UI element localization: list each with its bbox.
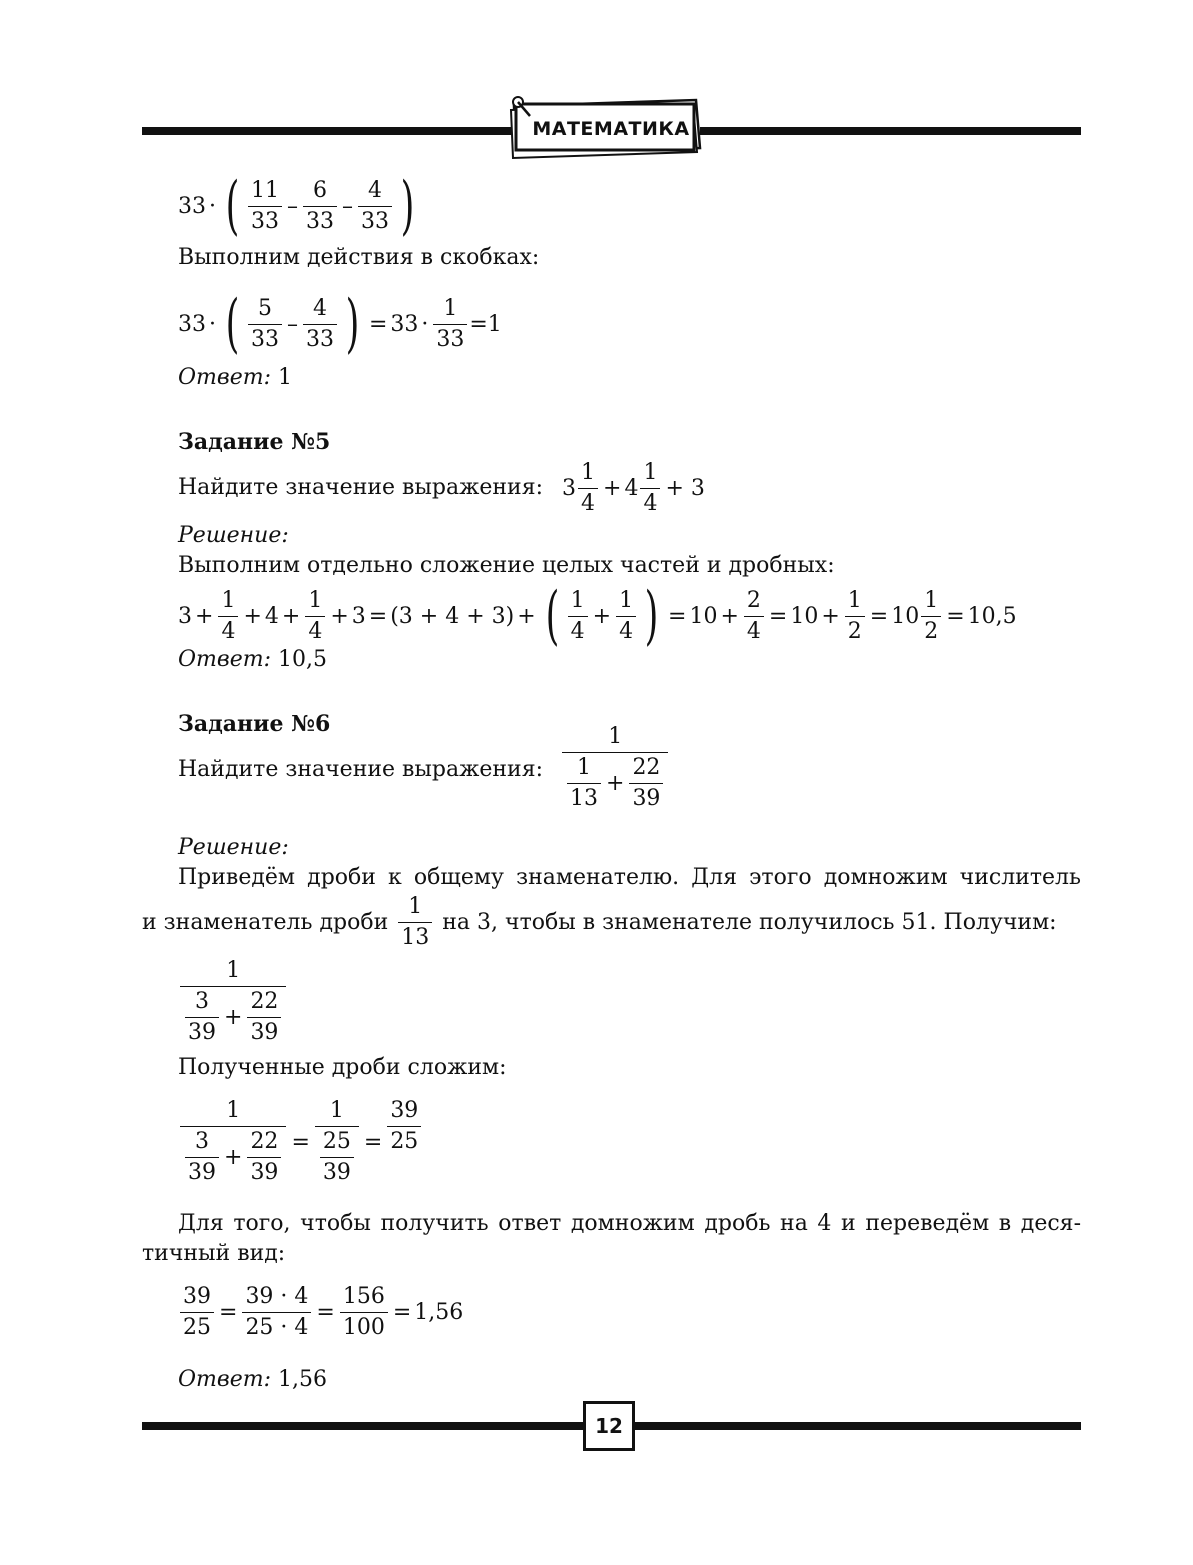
- task5-chain: 3 + $\frac{1}{4}$ + 4 + $\frac{1}{4}$ + 3 = ( 3 + 4 + 3 ) + ( $\frac{1}{4}$ + $\frac{1}{4}$ ) = 10 + $\frac{2}{4}$ = 10 + $\frac{1}{2}$ = 10 $\frac{1}{2}$ = 10,5: [178, 579, 1017, 653]
- minus-operator: –: [341, 193, 353, 219]
- fraction: $\frac{6}{33}$: [303, 178, 337, 235]
- answer1: Ответ: 1: [178, 365, 292, 390]
- top-expression: [178, 169, 421, 243]
- task5-answer: Ответ: 10,5: [178, 647, 327, 672]
- task6-para1-line2: и знаменатель дроби $\frac{1}{13}$ на 3, чтобы в знаменателе получилось 51. Получим:: [142, 894, 1057, 950]
- task6-fraction-step: 1 $\frac{3}{39}$ + $\frac{22}{39}$: [178, 958, 288, 1046]
- left-paren: (: [225, 169, 240, 243]
- task6-sum-text: Полученные дроби сложим:: [178, 1055, 507, 1080]
- task6-solution-label: Решение:: [178, 835, 289, 860]
- task5-solution-label: Решение:: [178, 523, 289, 548]
- task5-expression: 3 $\frac{1}{4}$ + 4 $\frac{1}{4}$ + 3: [562, 460, 705, 516]
- task5-title: Задание №5: [178, 429, 331, 455]
- task6-sum-chain: 1 $\frac{3}{39}$ + $\frac{22}{39}$ = $\frac{1}{\frac{25}{39}}$ = $\frac{39}{25}$: [178, 1098, 423, 1186]
- task5-solution-text: Выполним отдельно сложение целых частей и дробных:: [178, 553, 835, 578]
- task5-prompt: Найдите значение выражения:: [178, 475, 544, 500]
- right-paren: ): [400, 169, 415, 243]
- header-subject: МАТЕМАТИКА: [532, 118, 690, 140]
- task6-para2-line1: Для того, чтобы получить ответ домножим дробь на 4 и переведём в деся-: [178, 1211, 1081, 1236]
- header-rule-left: [142, 127, 512, 135]
- task6-para1-line1: Приведём дроби к общему знаменателю. Для этого домножим числитель: [178, 865, 1081, 890]
- header-rule-right: [700, 127, 1081, 135]
- task6-final-chain: $\frac{39}{25}$ = $\frac{39 \cdot 4}{25 \cdot 4}$ = $\frac{156}{100}$ = 1,56: [178, 1284, 463, 1341]
- page-number: 12: [583, 1401, 635, 1451]
- fraction: $\frac{4}{33}$: [358, 178, 392, 235]
- step1-text: Выполним действия в скобках:: [178, 245, 540, 270]
- task6-title: Задание №6: [178, 711, 331, 737]
- fraction: $\frac{11}{33}$: [248, 178, 282, 235]
- task6-answer: Ответ: 1,56: [178, 1367, 327, 1392]
- dot-operator: ·: [209, 193, 216, 219]
- step1-expression: 33 · ( $\frac{5}{33}$ – $\frac{4}{33}$ ) = 33 · $\frac{1}{33}$ =1: [178, 287, 502, 361]
- minus-operator: –: [286, 193, 298, 219]
- task6-prompt: Найдите значение выражения:: [178, 757, 544, 782]
- task6-para2-line2: тичный вид:: [142, 1241, 286, 1266]
- task6-expression: 1 $\frac{1}{13}$ + $\frac{22}{39}$: [560, 724, 670, 812]
- expr-number: 33: [178, 193, 206, 219]
